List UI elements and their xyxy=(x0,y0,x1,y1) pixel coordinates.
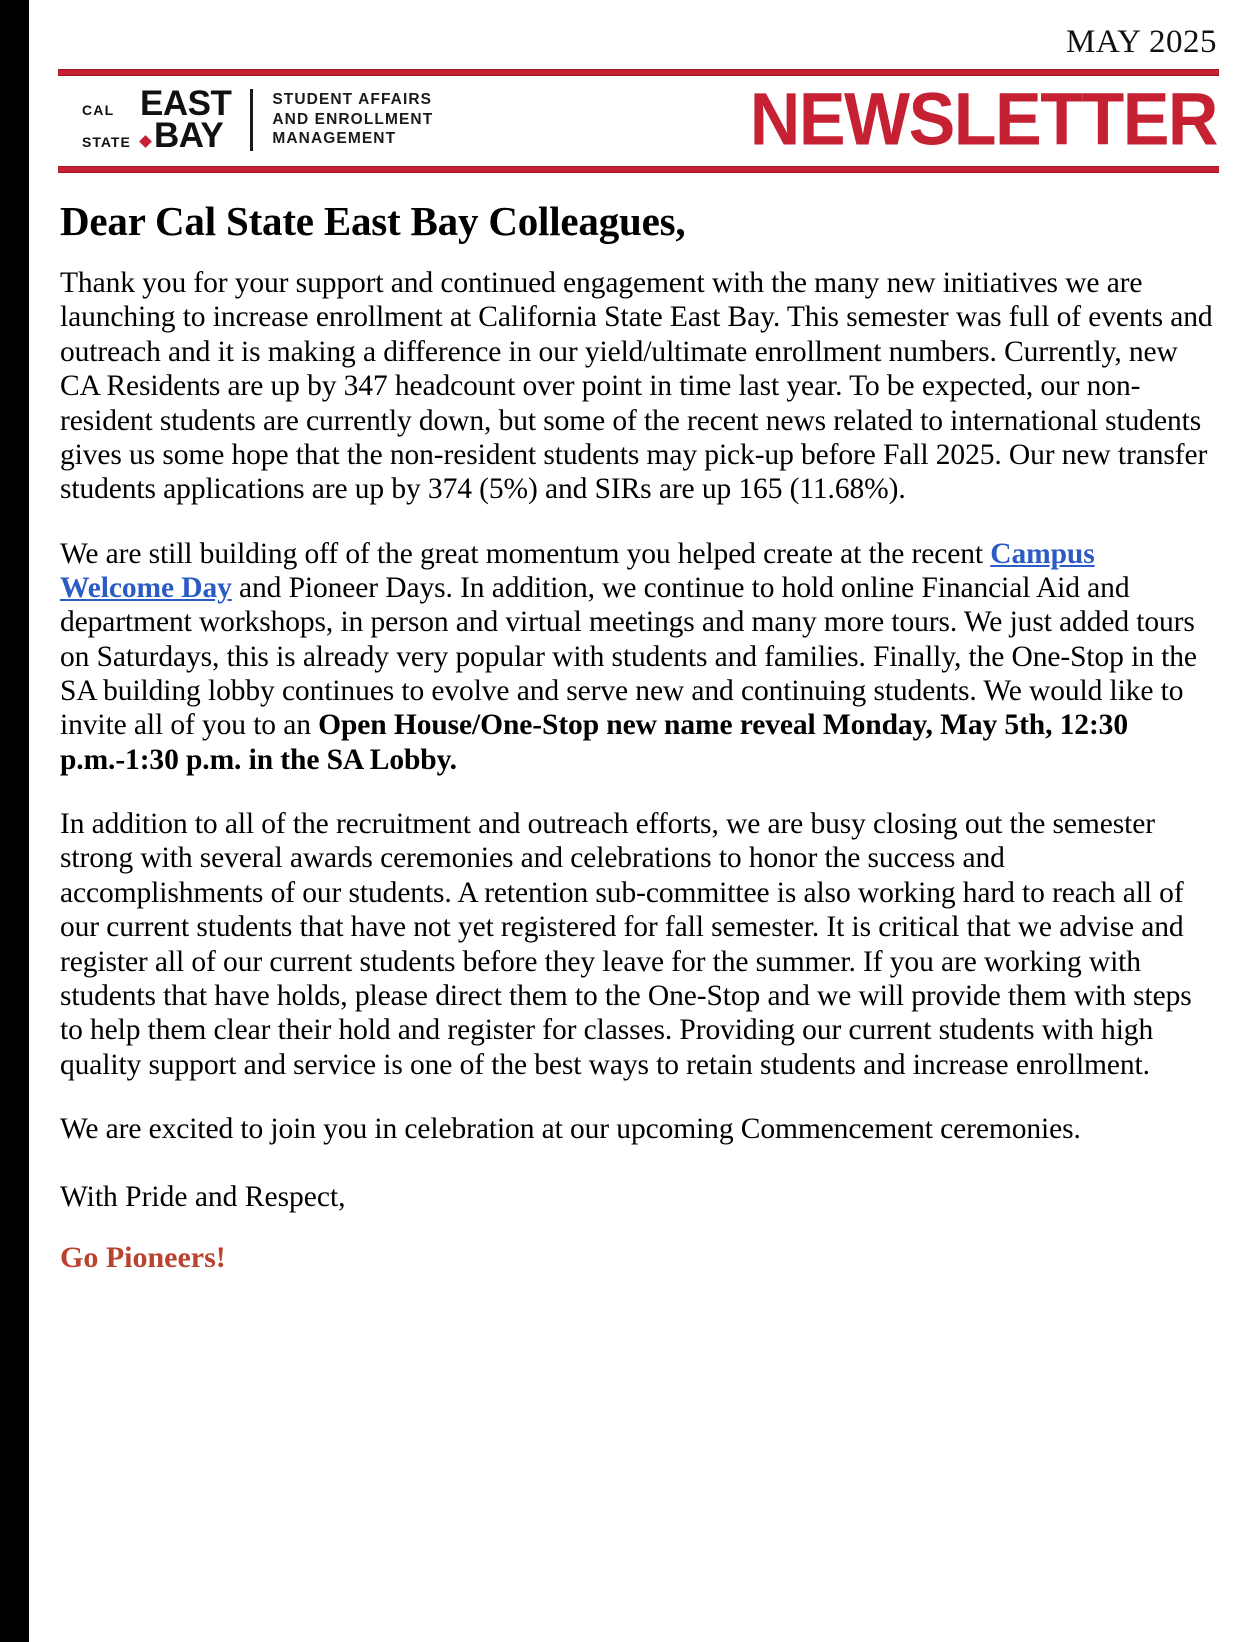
newsletter-title: NEWSLETTER xyxy=(749,77,1217,161)
unit-name-line-1: STUDENT AFFAIRS xyxy=(272,90,433,108)
unit-name-line-3: MANAGEMENT xyxy=(272,130,397,148)
left-edge-bar xyxy=(0,0,29,1642)
unit-name-line-2: AND ENROLLMENT xyxy=(272,110,434,128)
masthead xyxy=(58,76,1219,160)
unit-name xyxy=(272,90,433,149)
signoff: With Pride and Respect, xyxy=(60,1181,346,1214)
paragraph-4: We are excited to join you in celebration at our upcoming Commencement ceremonies. xyxy=(60,1113,1081,1145)
diamond-icon xyxy=(139,135,152,148)
paragraph-2-part-2: and Pioneer Days. In addition, we continue to hold online Financial Aid and department workshops, in person and virtual meetings and many more tours. We just added tours on Saturdays, this is already very popular with students and families. Finally, the One-Stop in the SA building lobby continues to evolve and serve new and continuing students. We would like to invite all of you to an xyxy=(60,571,1197,742)
csueb-wordmark xyxy=(82,84,232,155)
wordmark-line-1 xyxy=(82,84,232,123)
go-pioneers-text: Go Pioneers! xyxy=(60,1240,226,1274)
campus-welcome-day-link[interactable]: Campus Welcome Day xyxy=(60,537,1095,604)
salutation: Dear Cal State East Bay Colleagues, xyxy=(60,198,686,244)
masthead-rule-top xyxy=(58,69,1219,76)
issue-date: MAY 2025 xyxy=(1065,24,1217,60)
letter-body xyxy=(58,199,1219,1274)
wordmark-bay: BAY xyxy=(154,115,224,155)
wordmark-east: EAST xyxy=(140,84,232,123)
paragraph-2-part-1: We are still building off of the great momentum you helped create at the recent xyxy=(60,537,991,570)
csueb-logo xyxy=(82,84,232,155)
wordmark-cal: CAL xyxy=(82,102,115,118)
wordmark-line-2 xyxy=(82,115,231,155)
masthead-rule-bottom xyxy=(58,166,1219,173)
paragraph-2 xyxy=(60,537,1215,778)
masthead-divider xyxy=(250,89,253,151)
paragraph-1: Thank you for your support and continued engagement with the many new initiatives we are launching to increase enrollment at California State East Bay. This semester was full of events and outreach and it is making a difference in our yield/ultimate enrollment numbers. Currently, new CA Residents are up by 347 headcount over point in time last year. To be expected, our non-resident students are currently down, but some of the recent news related to international students gives us some hope that the non-resident students may pick-up before Fall 2025. Our new transfer students applications are up by 374 (5%) and SIRs are up 165 (11.68%). xyxy=(60,267,1213,506)
open-house-announcement: Open House/One-Stop new name reveal Monday, May 5th, 12:30 p.m.-1:30 p.m. in the SA Lobby. xyxy=(60,709,1128,776)
wordmark-state: STATE xyxy=(82,133,131,150)
paragraph-3: In addition to all of the recruitment and outreach efforts, we are busy closing out the semester strong with several awards ceremonies and celebrations to honor the success and accomplishments of our students. A retention sub-committee is also working hard to reach all of our current students that have not yet registered for fall semester. It is critical that we advise and register all of our current students before they leave for the summer. If you are working with students that have holds, please direct them to the One-Stop and we will provide them with steps to help them clear their hold and register for classes. Providing our current students with high quality support and service is one of the best ways to retain students and increase enrollment. xyxy=(60,808,1192,1081)
newsletter-page xyxy=(29,0,1252,1642)
